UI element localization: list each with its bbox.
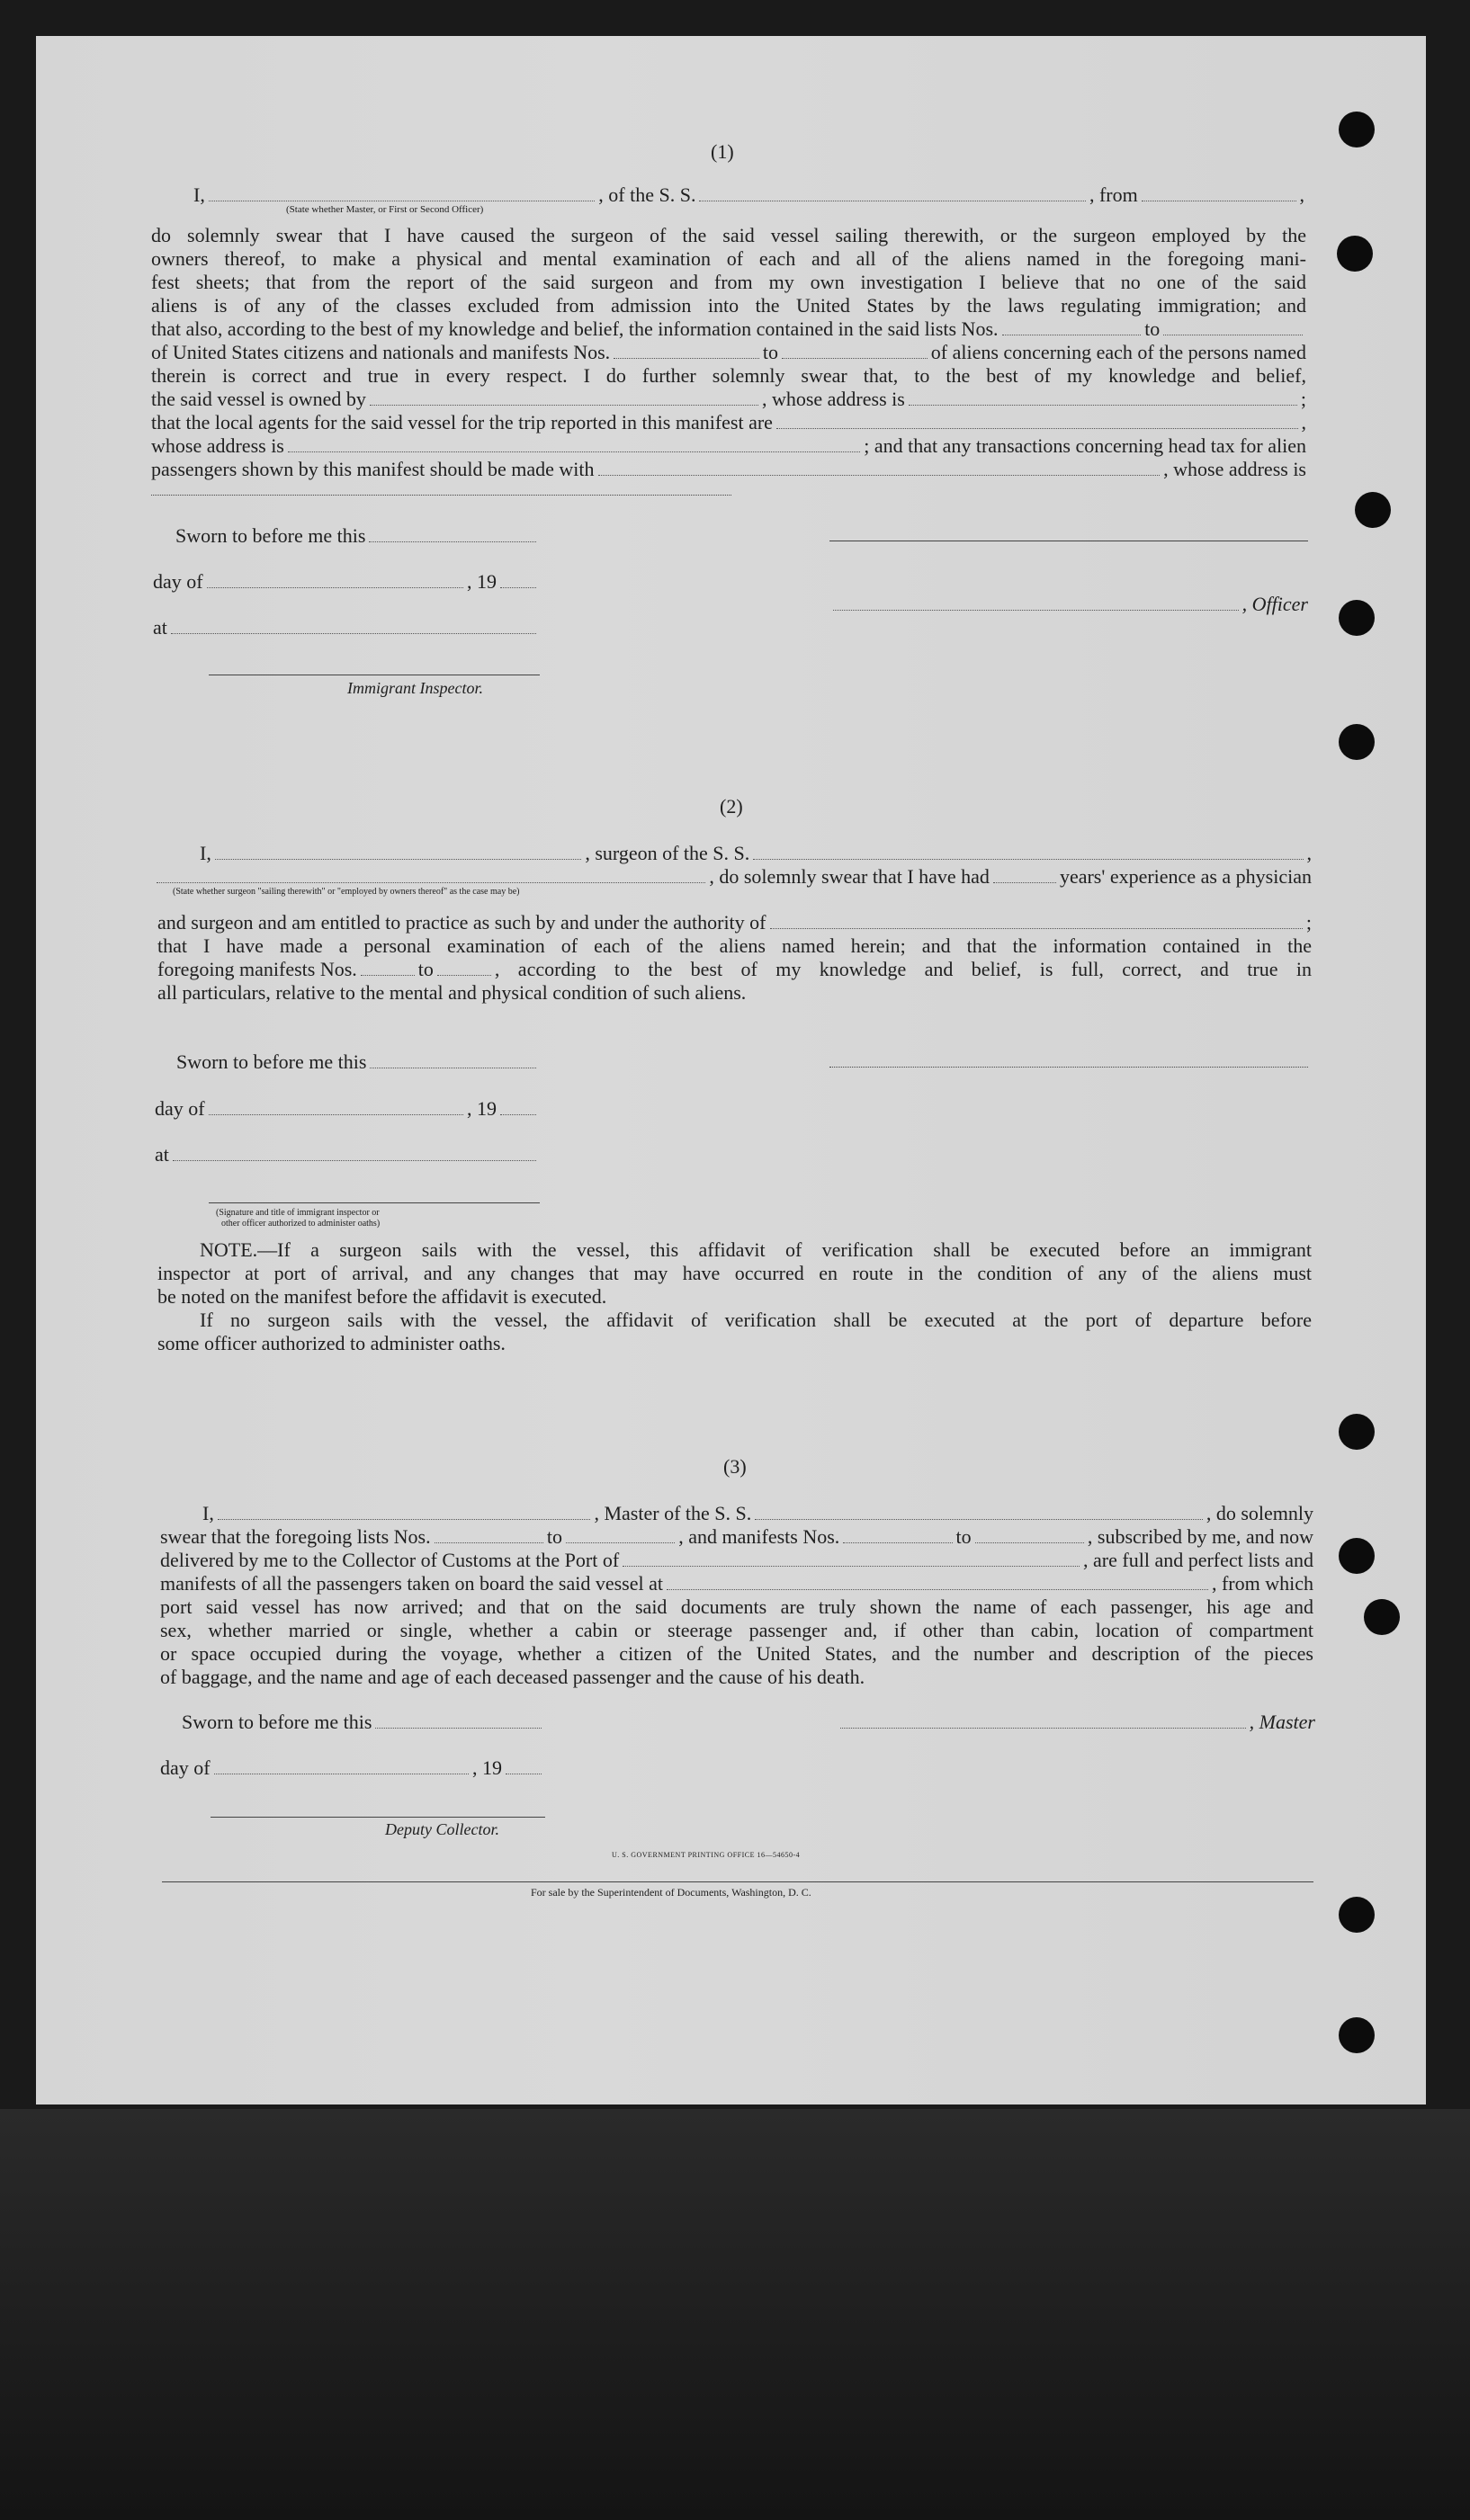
s2-l1 bbox=[157, 911, 1312, 934]
text: at bbox=[153, 616, 167, 639]
blank bbox=[566, 1528, 675, 1543]
blank bbox=[218, 1505, 591, 1520]
text: manifests of all the passengers taken on board the said vessel at bbox=[160, 1572, 664, 1595]
s3-dayof bbox=[160, 1756, 545, 1780]
blank bbox=[975, 1528, 1084, 1543]
text: Sworn to before me this bbox=[175, 524, 366, 547]
text: Sworn to before me this bbox=[182, 1711, 372, 1733]
s1-l5 bbox=[151, 317, 1306, 341]
text: , are full and perfect lists and bbox=[1083, 1549, 1313, 1571]
text: , 19 bbox=[467, 570, 497, 593]
punch-hole bbox=[1337, 236, 1373, 272]
blank bbox=[909, 390, 1297, 406]
note-label: NOTE. bbox=[200, 1238, 258, 1261]
text: , Master of the S. S. bbox=[594, 1502, 752, 1524]
s3-l5: sex, whether married or single, whether a cabin or steerage passenger and, if other than cabin, location of compartment bbox=[160, 1619, 1313, 1641]
text: to bbox=[955, 1525, 972, 1548]
role-note: (State whether Master, or First or Second Officer) bbox=[286, 204, 484, 215]
text: day of bbox=[153, 570, 203, 593]
blank bbox=[214, 1759, 469, 1774]
blank bbox=[598, 460, 1161, 476]
blank bbox=[782, 344, 928, 359]
blank bbox=[614, 344, 759, 359]
text: passengers shown by this manifest should be made with bbox=[151, 458, 595, 480]
text: at bbox=[155, 1143, 169, 1166]
s1-officer bbox=[829, 593, 1308, 616]
text: of United States citizens and nationals and manifests Nos. bbox=[151, 341, 611, 363]
blank bbox=[288, 437, 860, 452]
punch-hole bbox=[1364, 1599, 1400, 1635]
text: day of bbox=[160, 1756, 211, 1779]
s2-note-4: If no surgeon sails with the vessel, the affidavit of verification shall be executed at the port of departure before bbox=[200, 1309, 1312, 1331]
s1-l7: therein is correct and true in every respect. I do further solemnly swear that, to the best of my knowledge and belief, bbox=[151, 364, 1306, 387]
s2-l2: that I have made a personal examination of each of the aliens named herein; and that the information contained in the bbox=[157, 934, 1312, 957]
section-3-number: (3) bbox=[723, 1455, 747, 1478]
text: , 19 bbox=[472, 1756, 502, 1779]
text: the said vessel is owned by bbox=[151, 388, 366, 410]
blank-role bbox=[209, 186, 595, 201]
s3-l7: of baggage, and the name and age of each deceased passenger and the cause of his death. bbox=[160, 1666, 865, 1688]
s1-at bbox=[153, 616, 540, 639]
text: Sworn to before me this bbox=[176, 1050, 367, 1073]
text: that the local agents for the said vessel for the trip reported in this manifest are bbox=[151, 411, 773, 433]
blank bbox=[993, 868, 1056, 883]
text: , according to the best of my knowledge and belief, is full, correct, and true in bbox=[494, 958, 1312, 980]
scanner-background bbox=[0, 2109, 1470, 2520]
blank bbox=[369, 527, 536, 542]
blank bbox=[840, 1713, 1246, 1729]
s3-master bbox=[837, 1711, 1315, 1734]
blank-from bbox=[1142, 186, 1296, 201]
text: I, bbox=[200, 842, 211, 864]
sale-note: For sale by the Superintendent of Documents, Washington, D. C. bbox=[531, 1886, 811, 1899]
blank bbox=[500, 573, 536, 588]
section-2-number: (2) bbox=[720, 795, 743, 818]
punch-hole bbox=[1339, 1414, 1375, 1450]
blank bbox=[375, 1713, 542, 1729]
sig-note-2: other officer authorized to administer oaths) bbox=[221, 1219, 381, 1229]
blank bbox=[209, 1100, 463, 1115]
s1-dayof bbox=[153, 570, 540, 594]
text: I, bbox=[193, 183, 205, 206]
blank bbox=[173, 1146, 536, 1161]
s1-l2: owners thereof, to make a physical and mental examination of each and all of the aliens named in the foregoing mani- bbox=[151, 247, 1306, 270]
s3-line-0 bbox=[202, 1502, 1313, 1525]
text: I, bbox=[202, 1502, 214, 1524]
section-1-number: (1) bbox=[711, 140, 734, 163]
s3-l3 bbox=[160, 1572, 1313, 1595]
s3-sworn bbox=[182, 1711, 545, 1734]
s2-note-5: some officer authorized to administer oaths. bbox=[157, 1332, 506, 1354]
blank bbox=[435, 1528, 543, 1543]
punch-hole bbox=[1339, 2017, 1375, 2053]
s2-line-1 bbox=[153, 865, 1312, 889]
text: , from which bbox=[1211, 1572, 1313, 1595]
text: to bbox=[417, 958, 434, 980]
blank bbox=[157, 868, 705, 883]
s2-note-1 bbox=[200, 1238, 1312, 1262]
s1-l10 bbox=[151, 434, 1306, 458]
signature-line bbox=[209, 1202, 540, 1203]
text: , bbox=[1306, 842, 1312, 864]
blank bbox=[437, 961, 491, 976]
blank bbox=[623, 1551, 1080, 1567]
punch-hole bbox=[1339, 1897, 1375, 1933]
s2-sworn bbox=[176, 1050, 540, 1074]
s1-sworn bbox=[175, 524, 540, 548]
text: ; bbox=[1305, 911, 1312, 934]
blank bbox=[770, 914, 1303, 929]
s1-l1: do solemnly swear that I have caused the surgeon of the said vessel sailing therewith, or the surgeon employed by the bbox=[151, 224, 1306, 246]
s1-l11 bbox=[151, 458, 1306, 481]
text: delivered by me to the Collector of Customs at the Port of bbox=[160, 1549, 620, 1571]
s1-l4: aliens is of any of the classes excluded from admission into the United States by the laws regulating immigration; and bbox=[151, 294, 1306, 317]
text: , of the S. S. bbox=[598, 183, 696, 206]
text: to bbox=[546, 1525, 562, 1548]
s1-l9 bbox=[151, 411, 1306, 434]
text: foregoing manifests Nos. bbox=[157, 958, 357, 980]
text: , surgeon of the S. S. bbox=[585, 842, 750, 864]
text: swear that the foregoing lists Nos. bbox=[160, 1525, 431, 1548]
blank bbox=[171, 619, 536, 634]
text: to bbox=[1144, 317, 1161, 340]
s1-l6 bbox=[151, 341, 1306, 364]
blank-line bbox=[151, 495, 731, 496]
blank bbox=[506, 1759, 542, 1774]
blank bbox=[361, 961, 415, 976]
text: —If a surgeon sails with the vessel, this affidavit of verification shall be executed before an immigrant bbox=[257, 1238, 1312, 1261]
text: , Master bbox=[1249, 1711, 1315, 1733]
text: whose address is bbox=[151, 434, 284, 457]
text: , and manifests Nos. bbox=[678, 1525, 840, 1548]
blank bbox=[667, 1575, 1208, 1590]
punch-hole bbox=[1339, 600, 1375, 636]
text: years' experience as a physician bbox=[1059, 865, 1312, 888]
blank bbox=[1163, 320, 1303, 335]
s2-note-2: inspector at port of arrival, and any changes that may have occurred en route in the condition of any of the aliens must bbox=[157, 1262, 1312, 1284]
s3-l6: or space occupied during the voyage, whether a citizen of the United States, and the number and description of the pieces bbox=[160, 1642, 1313, 1665]
s2-l4: all particulars, relative to the mental and physical condition of such aliens. bbox=[157, 981, 747, 1004]
text: of aliens concerning each of the persons named bbox=[930, 341, 1306, 363]
blank bbox=[843, 1528, 952, 1543]
gpo-imprint: U. S. GOVERNMENT PRINTING OFFICE 16—54650-4 bbox=[612, 1851, 801, 1859]
blank bbox=[370, 390, 758, 406]
immigrant-inspector-label: Immigrant Inspector. bbox=[347, 679, 483, 697]
text: ; bbox=[1300, 388, 1306, 410]
text: and surgeon and am entitled to practice as such by and under the authority of bbox=[157, 911, 766, 934]
text: , do solemnly bbox=[1206, 1502, 1313, 1524]
blank bbox=[215, 844, 582, 860]
text: , from bbox=[1089, 183, 1138, 206]
s2-l3 bbox=[157, 958, 1312, 981]
s2-at bbox=[155, 1143, 540, 1166]
surgeon-note: (State whether surgeon "sailing therewith" or "employed by owners thereof" as the case may be) bbox=[173, 887, 520, 897]
blank bbox=[833, 595, 1239, 611]
text: , 19 bbox=[467, 1097, 497, 1120]
blank bbox=[207, 573, 463, 588]
signature-line bbox=[211, 1817, 545, 1818]
text: , bbox=[1299, 183, 1304, 206]
text: , bbox=[1301, 411, 1306, 433]
punch-hole bbox=[1339, 1538, 1375, 1574]
text: , whose address is bbox=[1163, 458, 1306, 480]
blank-ship bbox=[699, 186, 1085, 201]
text: , Officer bbox=[1241, 593, 1308, 615]
s1-l3: fest sheets; that from the report of the said surgeon and from my own investigation I believe that no one of the said bbox=[151, 271, 1306, 293]
punch-hole bbox=[1339, 112, 1375, 147]
punch-hole bbox=[1355, 492, 1391, 528]
sig-note-1: (Signature and title of immigrant inspector or bbox=[216, 1208, 380, 1218]
s2-line-0 bbox=[200, 842, 1312, 865]
text: that also, according to the best of my knowledge and belief, the information contained in the said lists Nos. bbox=[151, 317, 999, 340]
blank bbox=[755, 1505, 1203, 1520]
text: , do solemnly swear that I have had bbox=[709, 865, 990, 888]
footer-rule bbox=[162, 1881, 1313, 1882]
punch-hole bbox=[1339, 724, 1375, 760]
blank bbox=[500, 1100, 536, 1115]
text: ; and that any transactions concerning head tax for alien bbox=[864, 434, 1306, 457]
blank bbox=[370, 1053, 536, 1068]
text: to bbox=[762, 341, 779, 363]
s3-l1 bbox=[160, 1525, 1313, 1549]
text: day of bbox=[155, 1097, 205, 1120]
blank bbox=[776, 414, 1298, 429]
s1-l8 bbox=[151, 388, 1306, 411]
s3-l4: port said vessel has now arrived; and that on the said documents are truly shown the name of each passenger, his age and bbox=[160, 1595, 1313, 1618]
text: , subscribed by me, and now bbox=[1087, 1525, 1314, 1548]
text: , whose address is bbox=[761, 388, 905, 410]
blank bbox=[1002, 320, 1142, 335]
s2-note-3: be noted on the manifest before the affidavit is executed. bbox=[157, 1285, 607, 1308]
signature-line bbox=[829, 1067, 1308, 1068]
s2-dayof bbox=[155, 1097, 540, 1121]
deputy-collector-label: Deputy Collector. bbox=[385, 1820, 499, 1838]
blank bbox=[753, 844, 1303, 860]
s3-l2 bbox=[160, 1549, 1313, 1572]
